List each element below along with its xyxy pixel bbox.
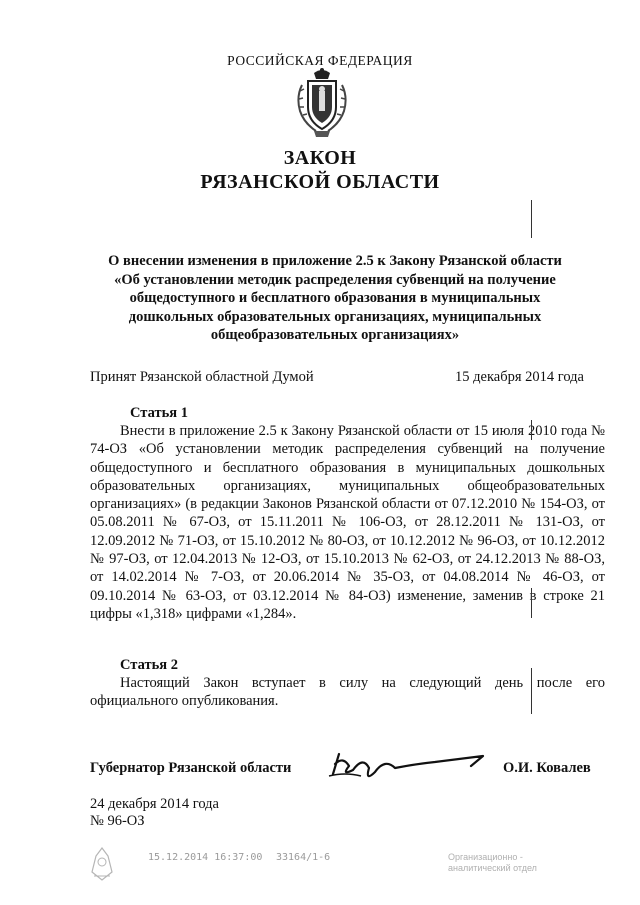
handwritten-signature <box>325 746 490 786</box>
article-2-text: Настоящий Закон вступает в силу на следующий день после его официального опубликования. <box>90 675 605 710</box>
scan-crest-stamp <box>88 846 116 882</box>
department-stamp-line: Организационно - <box>448 852 523 862</box>
subject-line: «Об установлении методик распределения субвенций на получение <box>114 271 556 288</box>
subject-line: общедоступного и бесплатного образования в муниципальных <box>129 290 541 306</box>
law-title <box>0 146 640 194</box>
scan-margin-line <box>531 420 532 440</box>
scan-code: 33164/1-6 <box>276 852 331 863</box>
law-number: № 96-ОЗ <box>90 813 145 829</box>
subject-line: дошкольных образовательных организациях, муниципальных <box>128 308 542 325</box>
scan-margin-line <box>531 668 532 714</box>
adopted-by: Принят Рязанской областной Думой <box>90 369 314 385</box>
law-word: ЗАКОН <box>283 147 357 169</box>
department-stamp <box>448 852 537 874</box>
governor-title: Губернатор Рязанской области <box>90 760 292 776</box>
subject-line: общеобразовательных организациях» <box>210 327 460 343</box>
scan-timestamp: 15.12.2014 16:37:00 <box>148 852 263 863</box>
scan-margin-line <box>531 200 532 238</box>
signing-block <box>90 796 219 830</box>
department-stamp-line: аналитический отдел <box>448 863 537 873</box>
governor-name: О.И. Ковалев <box>503 760 591 776</box>
subject-line: О внесении изменения в приложение 2.5 к Закону Рязанской области <box>108 253 562 269</box>
article-2-body <box>90 674 605 711</box>
article-1-body <box>90 422 605 623</box>
article-1-heading: Статья 1 <box>130 405 188 421</box>
coat-of-arms-emblem <box>294 67 350 139</box>
adoption-date: 15 декабря 2014 года <box>455 369 584 385</box>
federation-heading: РОССИЙСКАЯ ФЕДЕРАЦИЯ <box>227 53 413 68</box>
law-subject <box>80 252 590 345</box>
article-2-heading: Статья 2 <box>120 657 178 673</box>
article-1-text: Внести в приложение 2.5 к Закону Рязанской области от 15 июля 2010 года № 74-ОЗ «Об установлении методик распределения субвенций на получение общедоступного и бесплатного образования в муниципальных дошкольных образовательных организациях, муниципальных общеобразовательных организациях» (в редакции Законов Рязанской области от 07.12.2010 № 154-ОЗ, от 05.08.2011 № 67-ОЗ, от 15.11.2011 № 106-ОЗ, от 28.12.2011 № 131-ОЗ, от 12.09.2012 № 71-ОЗ, от 15.10.2012 № 80-ОЗ, от 10.12.2012 № 96-ОЗ, от 10.12.2012 № 97-ОЗ, от 12.04.2013 № 12-ОЗ, от 15.10.2013 № 62-ОЗ, от 24.12.2013 № 88-ОЗ, от 14.02.2014 № 7-ОЗ, от 20.06.2014 № 35-ОЗ, от 04.08.2014 № 46-ОЗ, от 09.10.2014 № 63-ОЗ, от 03.12.2014 № 84-ОЗ) изменение, заменив в строке 21 цифры «1,318» цифрами «1,284». <box>90 423 605 622</box>
signing-date: 24 декабря 2014 года <box>90 796 219 812</box>
region-name: РЯЗАНСКОЙ ОБЛАСТИ <box>200 171 440 193</box>
scan-margin-line <box>531 588 532 618</box>
